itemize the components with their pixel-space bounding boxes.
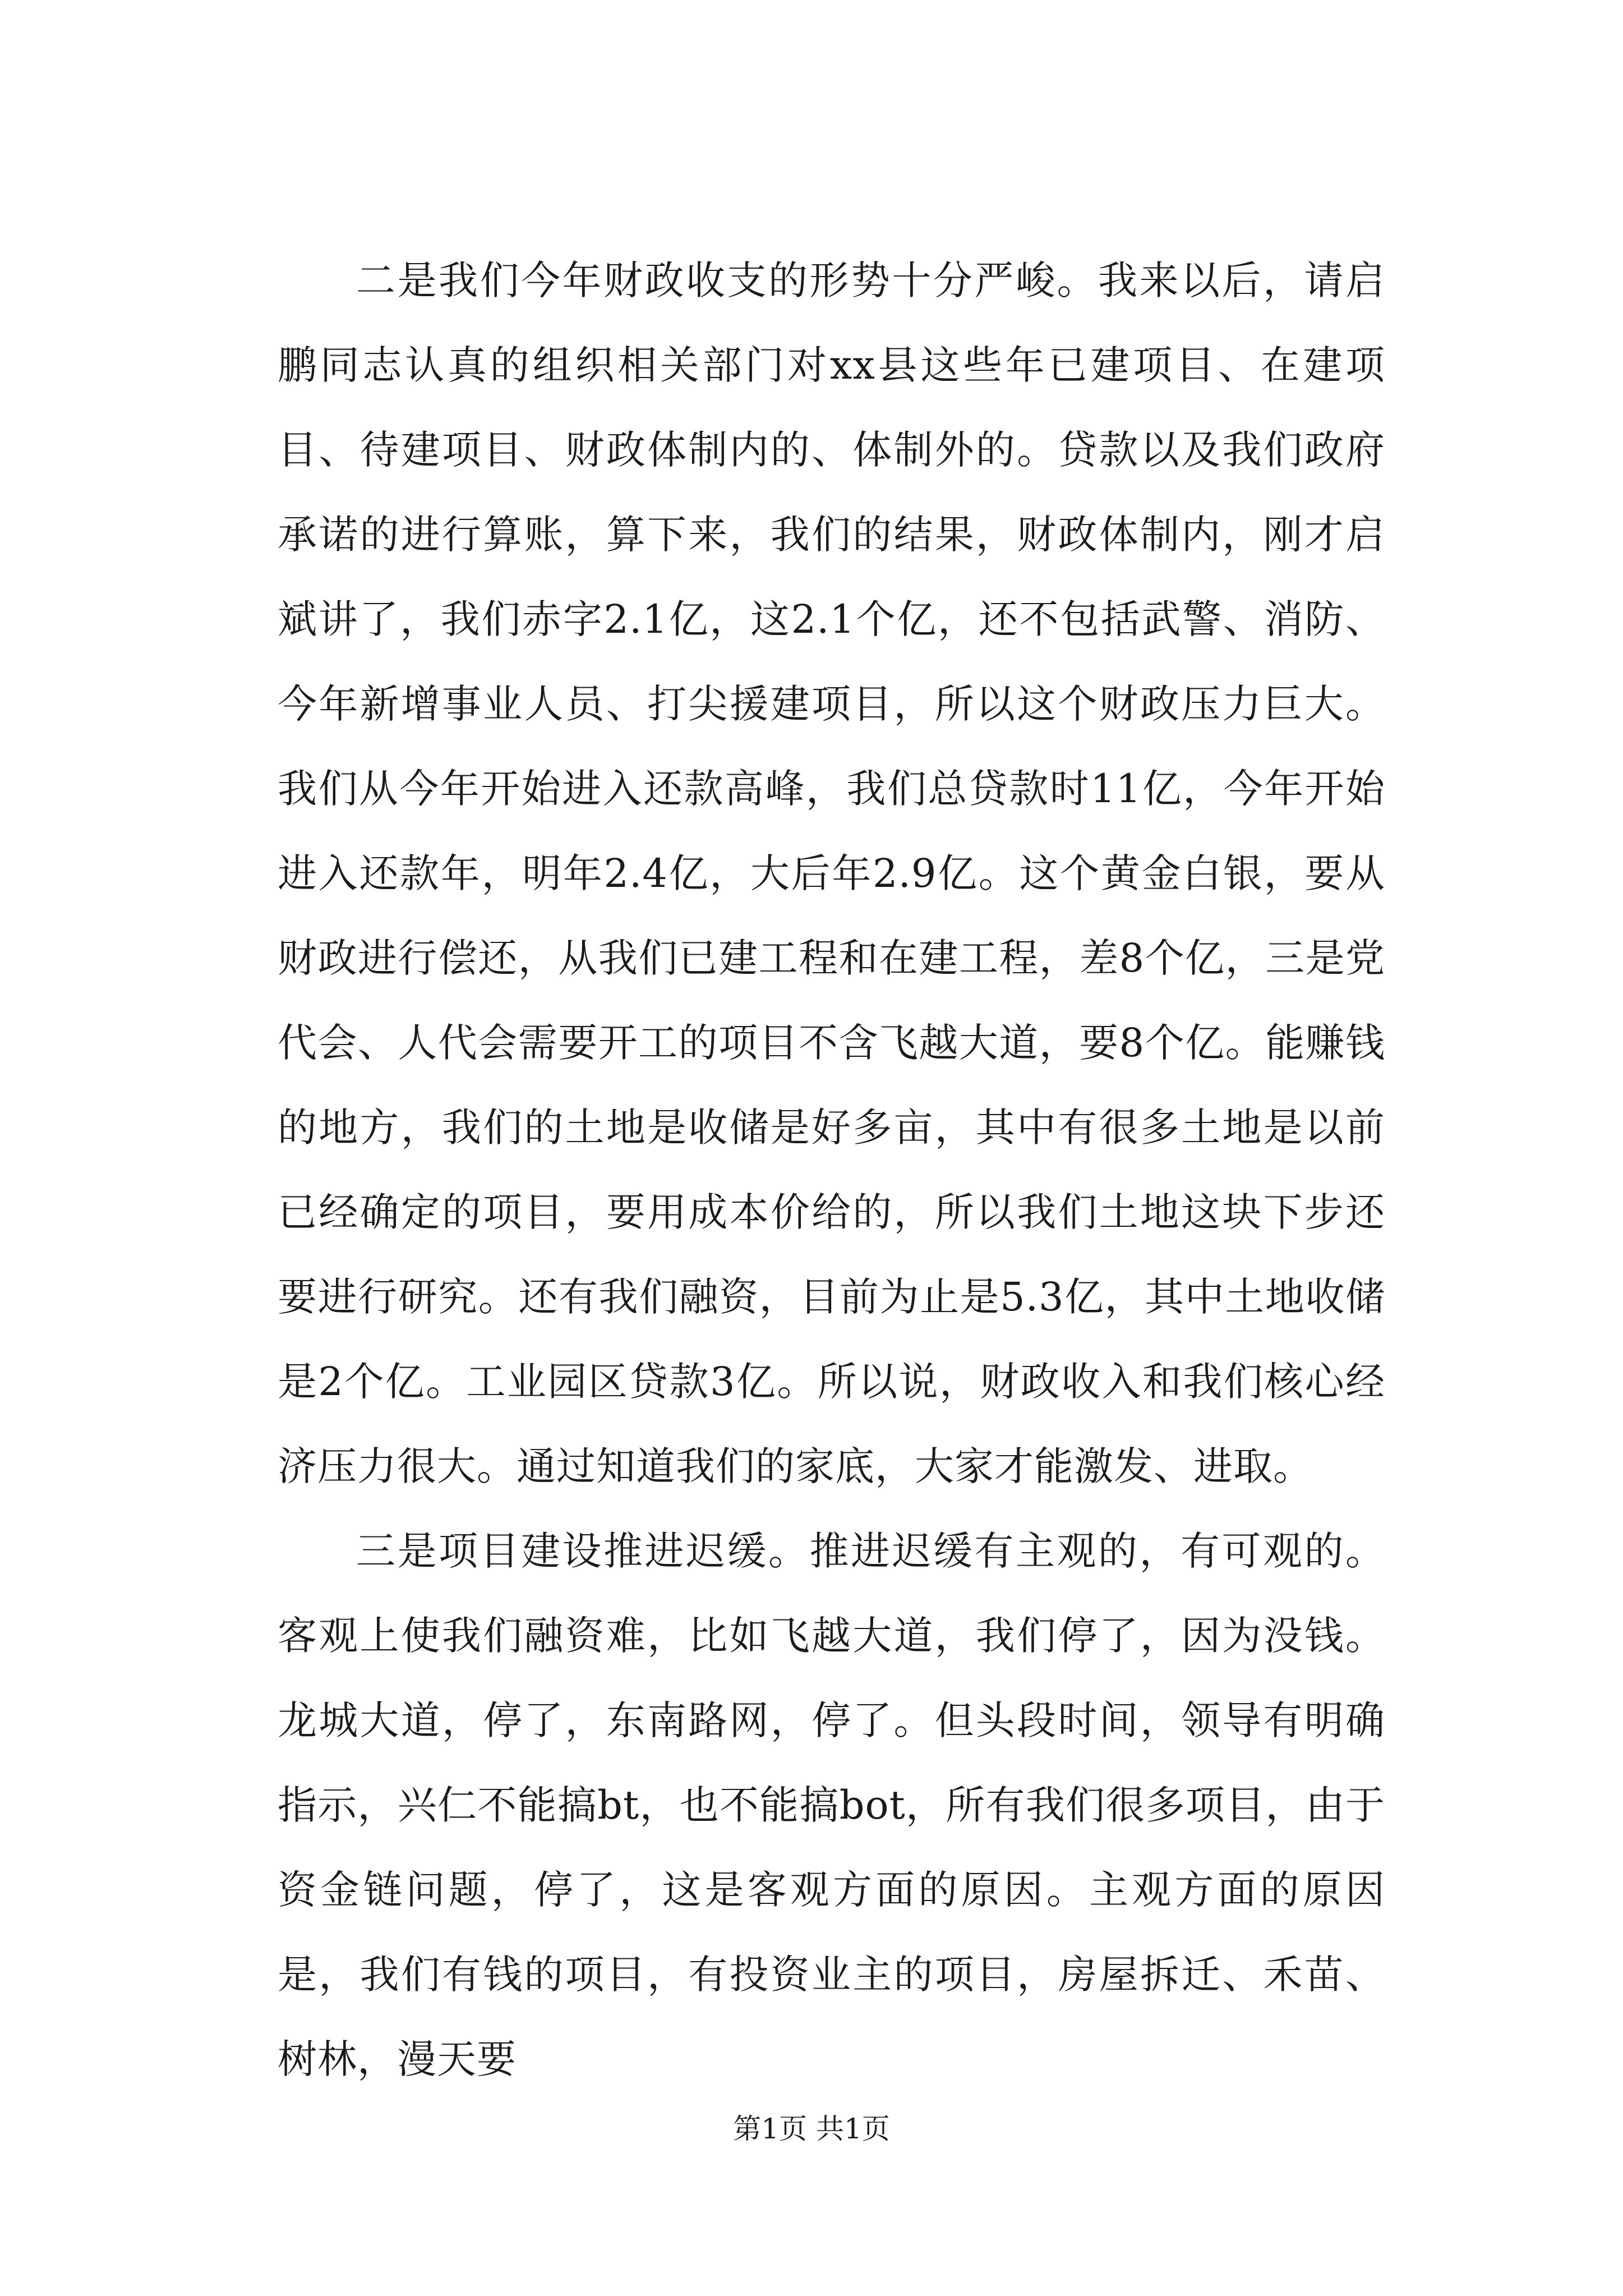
document-body bbox=[278, 238, 1385, 2102]
page-footer: 第1页 共1页 bbox=[733, 2113, 890, 2145]
paragraph-fiscal-situation: 二是我们今年财政收支的形势十分严峻。我来以后，请启鹏同志认真的组织相关部门对xx县这些年已建项目、在建项目、待建项目、财政体制内的、体制外的。贷款以及我们政府承诺的进行算账，算下来，我们的结果，财政体制内，刚才启斌讲了，我们赤字2.1亿，这2.1个亿，还不包括武警、消防、今年新增事业人员、打尖援建项目，所以这个财政压力巨大。我们从今年开始进入还款高峰，我们总贷款时11亿，今年开始进入还款年，明年2.4亿，大后年2.9亿。这个黄金白银，要从财政进行偿还，从我们已建工程和在建工程，差8个亿，三是党代会、人代会需要开工的项目不含飞越大道，要8个亿。能赚钱的地方，我们的土地是收储是好多亩，其中有很多土地是以前已经确定的项目，要用成本价给的，所以我们土地这块下步还要进行研究。还有我们融资，目前为止是5.3亿，其中土地收储是2个亿。工业园区贷款3亿。所以说，财政收入和我们核心经济压力很大。通过知道我们的家底，大家才能激发、进取。 bbox=[278, 257, 1385, 1489]
paragraph-project-delays: 三是项目建设推进迟缓。推进迟缓有主观的，有可观的。客观上使我们融资难，比如飞越大道，我们停了，因为没钱。龙城大道，停了，东南路网，停了。但头段时间，领导有明确指示，兴仁不能搞bt，也不能搞bot，所有我们很多项目，由于资金链问题，停了，这是客观方面的原因。主观方面的原因是，我们有钱的项目，有投资业主的项目，房屋拆迁、禾苗、树林，漫天要 bbox=[278, 1528, 1385, 2082]
